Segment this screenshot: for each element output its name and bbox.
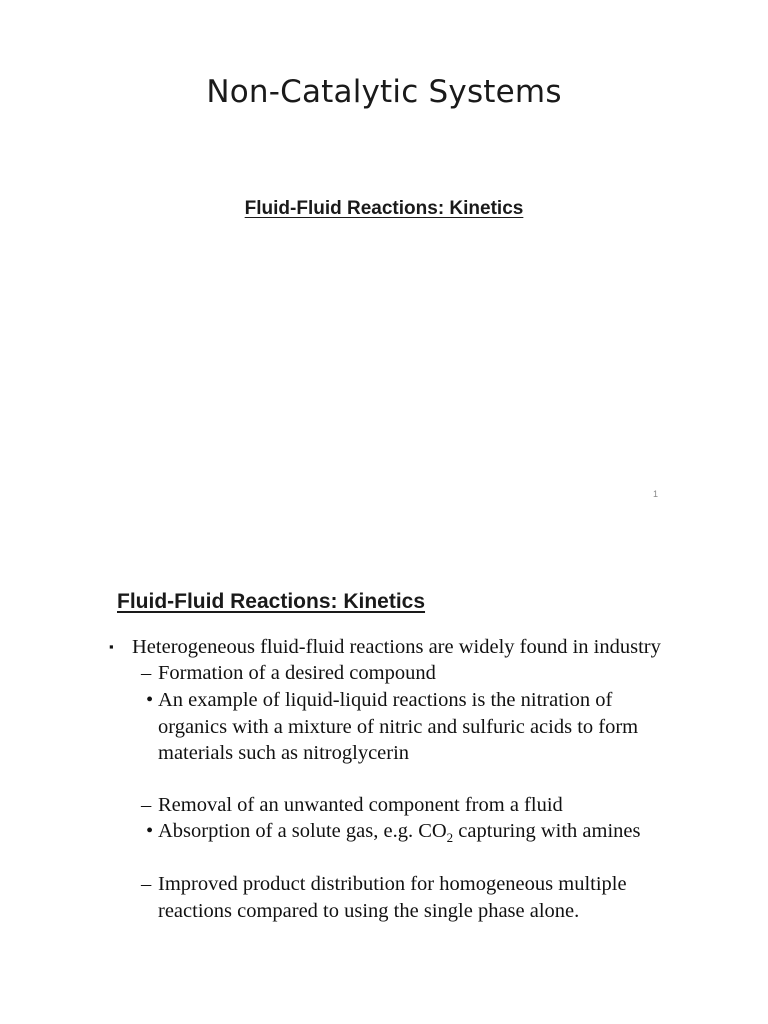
dash-marker: – [141,794,152,816]
sub-item-label: Removal of an unwanted component from a fluid [158,794,563,816]
dash-marker: – [141,662,152,684]
example-text-after: capturing with amines [453,820,641,842]
dot-bullet-icon: • [146,689,154,711]
co2-subscript: 2 [446,830,454,846]
slide-subtitle: Fluid-Fluid Reactions: Kinetics [244,198,524,219]
main-bullet-text: Heterogeneous fluid-fluid reactions are widely found in industry [132,636,661,658]
slide-title: Non-Catalytic Systems [206,74,562,110]
sub-item-label: Improved product distribution for homogeneous multiple reactions compared to using the single phase alone. [158,873,627,922]
sub-item-label: Formation of a desired compound [158,662,436,684]
example-item-text: An example of liquid-liquid reactions is the nitration of organics with a mixture of nitric and sulfuric acids to form materials such as nitroglycerin [158,689,639,764]
dash-marker: – [141,873,152,895]
dot-bullet-icon: • [146,820,154,842]
page-number: 1 [653,489,659,499]
slide-heading: Fluid-Fluid Reactions: Kinetics [117,590,426,613]
example-item-text [158,818,640,845]
square-bullet-icon: ▪ [109,639,114,654]
example-text-before: Absorption of a solute gas, e.g. CO [158,820,447,842]
slide-2 [0,540,768,1024]
